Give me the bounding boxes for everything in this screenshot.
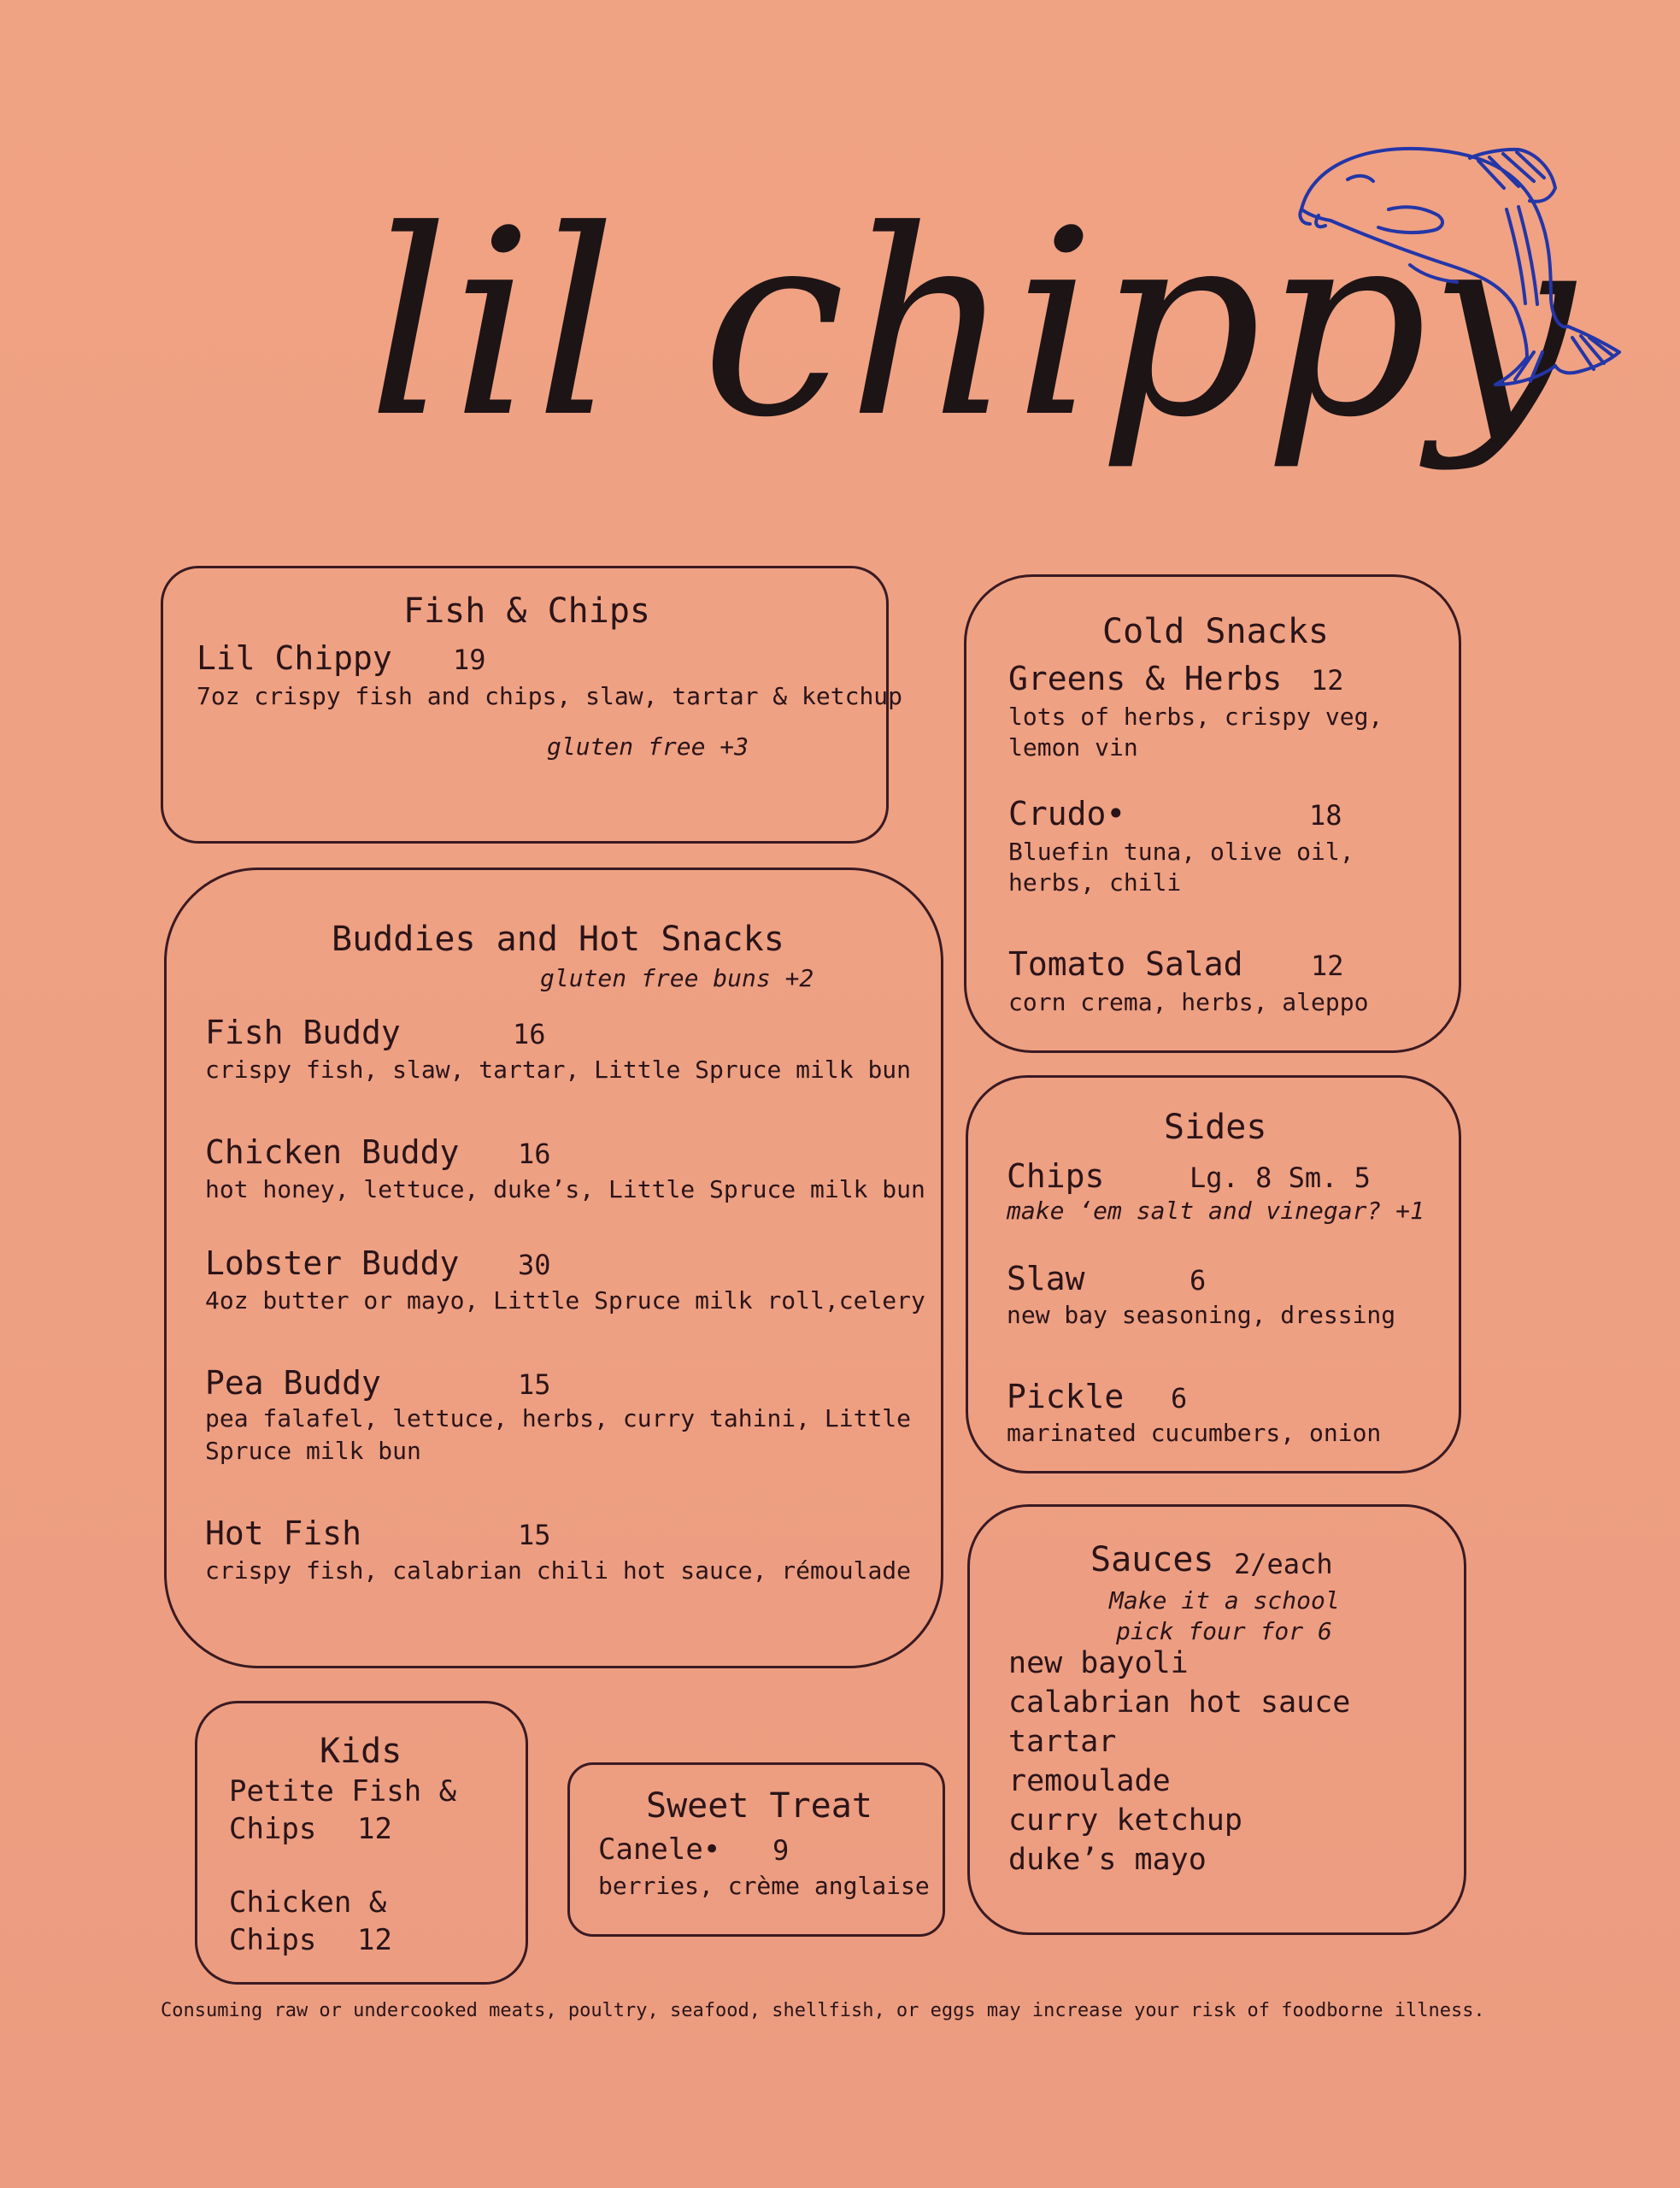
kids-item-2-line2: Chips [229, 1923, 317, 1957]
kids-title: Kids [320, 1732, 402, 1771]
lobster-buddy-desc: 4oz butter or mayo, Little Spruce milk roll,celery [205, 1286, 925, 1315]
gluten-free-buns-note: gluten free buns +2 [540, 964, 814, 992]
tomato-salad-desc: corn crema, herbs, aleppo [1008, 988, 1369, 1016]
crudo-price: 18 [1309, 799, 1342, 832]
cold-snacks-title: Cold Snacks [1102, 612, 1329, 651]
hot-fish-desc: crispy fish, calabrian chili hot sauce, rémoulade [205, 1556, 912, 1585]
fish-icon [1295, 128, 1632, 397]
pea-buddy-name: Pea Buddy [205, 1364, 381, 1402]
kids-item-1-line2: Chips [229, 1812, 317, 1846]
pickle-desc: marinated cucumbers, onion [1007, 1419, 1382, 1447]
sides-title: Sides [1164, 1108, 1267, 1147]
kids-item-2-price: 12 [357, 1923, 392, 1957]
lobster-buddy-price: 30 [518, 1249, 551, 1281]
lil-chippy-name: Lil Chippy [197, 639, 392, 677]
fish-buddy-name: Fish Buddy [205, 1014, 401, 1051]
slaw-desc: new bay seasoning, dressing [1007, 1301, 1396, 1329]
kids-item-2-line1: Chicken & [229, 1885, 387, 1920]
pea-buddy-price: 15 [518, 1368, 551, 1401]
kids-item-1-price: 12 [357, 1812, 392, 1846]
sauce-item: calabrian hot sauce [1008, 1685, 1351, 1720]
greens-herbs-name: Greens & Herbs [1008, 660, 1283, 697]
slaw-price: 6 [1190, 1264, 1207, 1297]
lobster-buddy-name: Lobster Buddy [205, 1244, 460, 1282]
greens-herbs-desc-2: lemon vin [1008, 733, 1138, 762]
crudo-name: Crudo• [1008, 795, 1126, 832]
tomato-salad-price: 12 [1311, 950, 1344, 982]
greens-herbs-price: 12 [1311, 664, 1344, 697]
sauces-title: Sauces [1090, 1540, 1214, 1579]
canele-price: 9 [772, 1834, 790, 1867]
sauces-note-1: Make it a school [1109, 1586, 1340, 1615]
sauce-item: curry ketchup [1008, 1803, 1242, 1838]
menu-title: lil chippy [367, 175, 1576, 473]
pickle-name: Pickle [1007, 1378, 1125, 1415]
chips-note: make ‘em salt and vinegar? +1 [1007, 1197, 1424, 1225]
chicken-buddy-price: 16 [518, 1138, 551, 1170]
pea-buddy-desc-2: Spruce milk bun [205, 1437, 421, 1465]
lil-chippy-price: 19 [453, 644, 486, 676]
canele-desc: berries, crème anglaise [598, 1872, 930, 1900]
canele-name: Canele• [598, 1832, 721, 1867]
sweet-treat-title: Sweet Treat [646, 1786, 872, 1826]
sauce-item: tartar [1008, 1725, 1117, 1759]
gluten-free-note: gluten free +3 [547, 732, 749, 761]
hot-fish-name: Hot Fish [205, 1515, 362, 1552]
tomato-salad-name: Tomato Salad [1008, 945, 1243, 983]
chicken-buddy-name: Chicken Buddy [205, 1133, 460, 1171]
lil-chippy-desc: 7oz crispy fish and chips, slaw, tartar & ketchup [197, 682, 903, 710]
fish-buddy-price: 16 [513, 1018, 546, 1050]
sauces-note-2: pick four for 6 [1116, 1617, 1332, 1645]
chips-price: Lg. 8 Sm. 5 [1190, 1162, 1371, 1194]
fish-buddy-desc: crispy fish, slaw, tartar, Little Spruce milk bun [205, 1056, 912, 1084]
pickle-price: 6 [1171, 1382, 1188, 1415]
sauces-price: 2/each [1234, 1548, 1333, 1580]
pea-buddy-desc: pea falafel, lettuce, herbs, curry tahini, Little [205, 1404, 912, 1432]
sauce-item: duke’s mayo [1008, 1843, 1207, 1877]
greens-herbs-desc: lots of herbs, crispy veg, [1008, 703, 1383, 731]
buddies-title: Buddies and Hot Snacks [332, 920, 784, 959]
crudo-desc: Bluefin tuna, olive oil, [1008, 838, 1354, 866]
sauce-item: new bayoli [1008, 1646, 1189, 1680]
fish-chips-title: Fish & Chips [403, 591, 650, 631]
chips-name: Chips [1007, 1157, 1105, 1195]
foodborne-illness-notice: Consuming raw or undercooked meats, poultry, seafood, shellfish, or eggs may increase your risk of foodborne illness. [161, 2000, 1485, 2021]
sauce-item: remoulade [1008, 1764, 1171, 1798]
slaw-name: Slaw [1007, 1260, 1085, 1297]
hot-fish-price: 15 [518, 1519, 551, 1551]
kids-item-1-line1: Petite Fish & [229, 1774, 457, 1809]
chicken-buddy-desc: hot honey, lettuce, duke’s, Little Spruce milk bun [205, 1175, 925, 1203]
crudo-desc-2: herbs, chili [1008, 868, 1182, 897]
